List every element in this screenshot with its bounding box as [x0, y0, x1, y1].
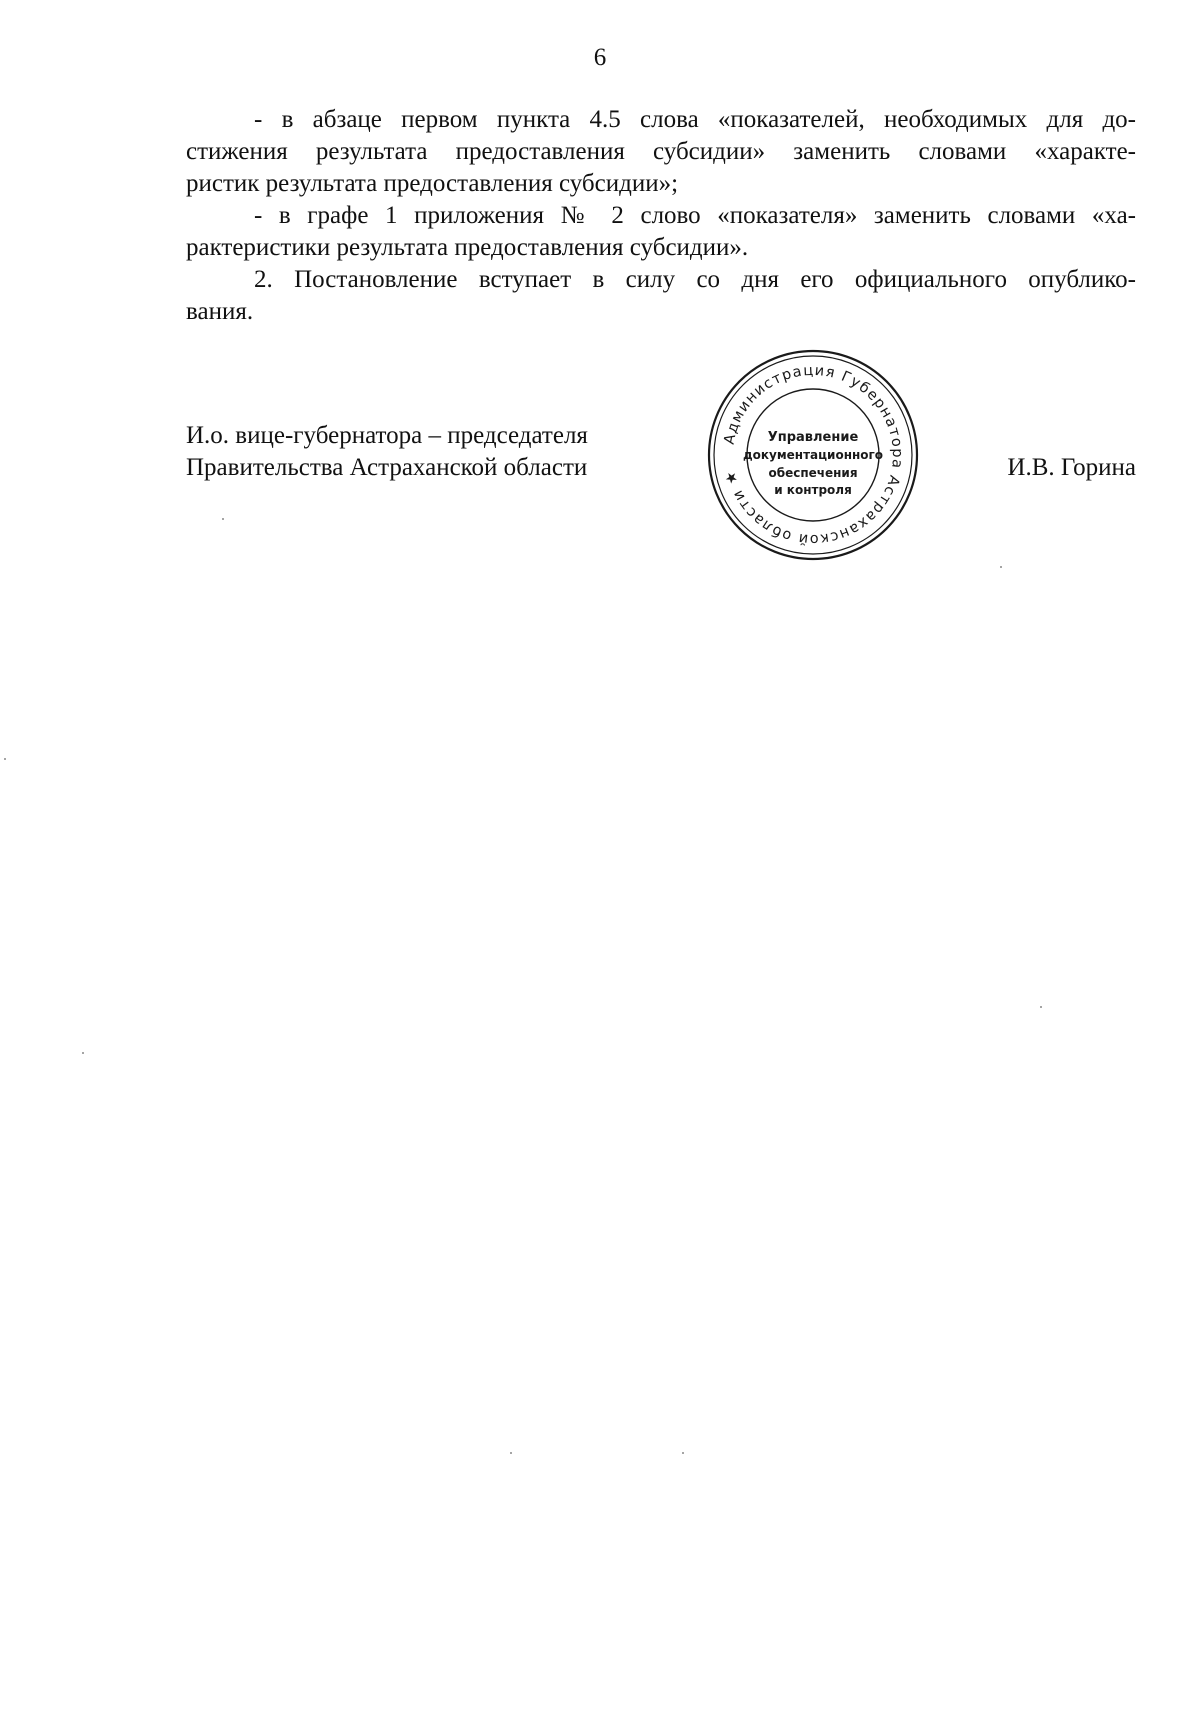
- signatory-position-line-1: И.о. вице-губернатора – председателя: [186, 422, 588, 449]
- paragraph-2-line-2: рактеристики результата предоставления субсидии».: [186, 234, 749, 261]
- scan-speck: [1000, 566, 1002, 568]
- scan-speck: [222, 518, 224, 520]
- paragraph-1-line-2: стижения результата предоставления субсидии» заменить словами «характе-: [186, 138, 1136, 165]
- stamp-center-line-4: и контроля: [774, 483, 852, 497]
- stamp-ring-text: Администрация Губернатора Астраханской области ★: [721, 362, 906, 548]
- paragraph-1-line-3: ристик результата предоставления субсидии»;: [186, 170, 679, 197]
- scan-speck: [1040, 1006, 1042, 1008]
- stamp-seal-icon: [706, 348, 920, 562]
- scan-speck: [682, 1452, 684, 1454]
- scan-speck: [82, 1052, 84, 1054]
- paragraph-2-line-1: - в графе 1 приложения № 2 слово «показателя» заменить словами «ха-: [254, 202, 1136, 229]
- scan-speck: [510, 1452, 512, 1454]
- signatory-name: И.В. Горина: [1007, 454, 1136, 481]
- document-body: [186, 104, 1136, 328]
- signatory-position: [186, 420, 588, 484]
- paragraph-3-line-2: вания.: [186, 298, 254, 325]
- stamp-center-line-1: Управление: [767, 430, 859, 445]
- stamp-center-line-3: обеспечения: [768, 466, 858, 480]
- scan-speck: [4, 758, 6, 760]
- official-stamp: [706, 348, 920, 562]
- page-number: 6: [593, 44, 607, 71]
- signatory-position-line-2: Правительства Астраханской области: [186, 454, 588, 481]
- paragraph-3-line-1: 2. Постановление вступает в силу со дня его официального опублико-: [254, 266, 1136, 293]
- stamp-center-line-2: документационного: [742, 448, 884, 462]
- paragraph-1-line-1: - в абзаце первом пункта 4.5 слова «показателей, необходимых для до-: [254, 106, 1136, 133]
